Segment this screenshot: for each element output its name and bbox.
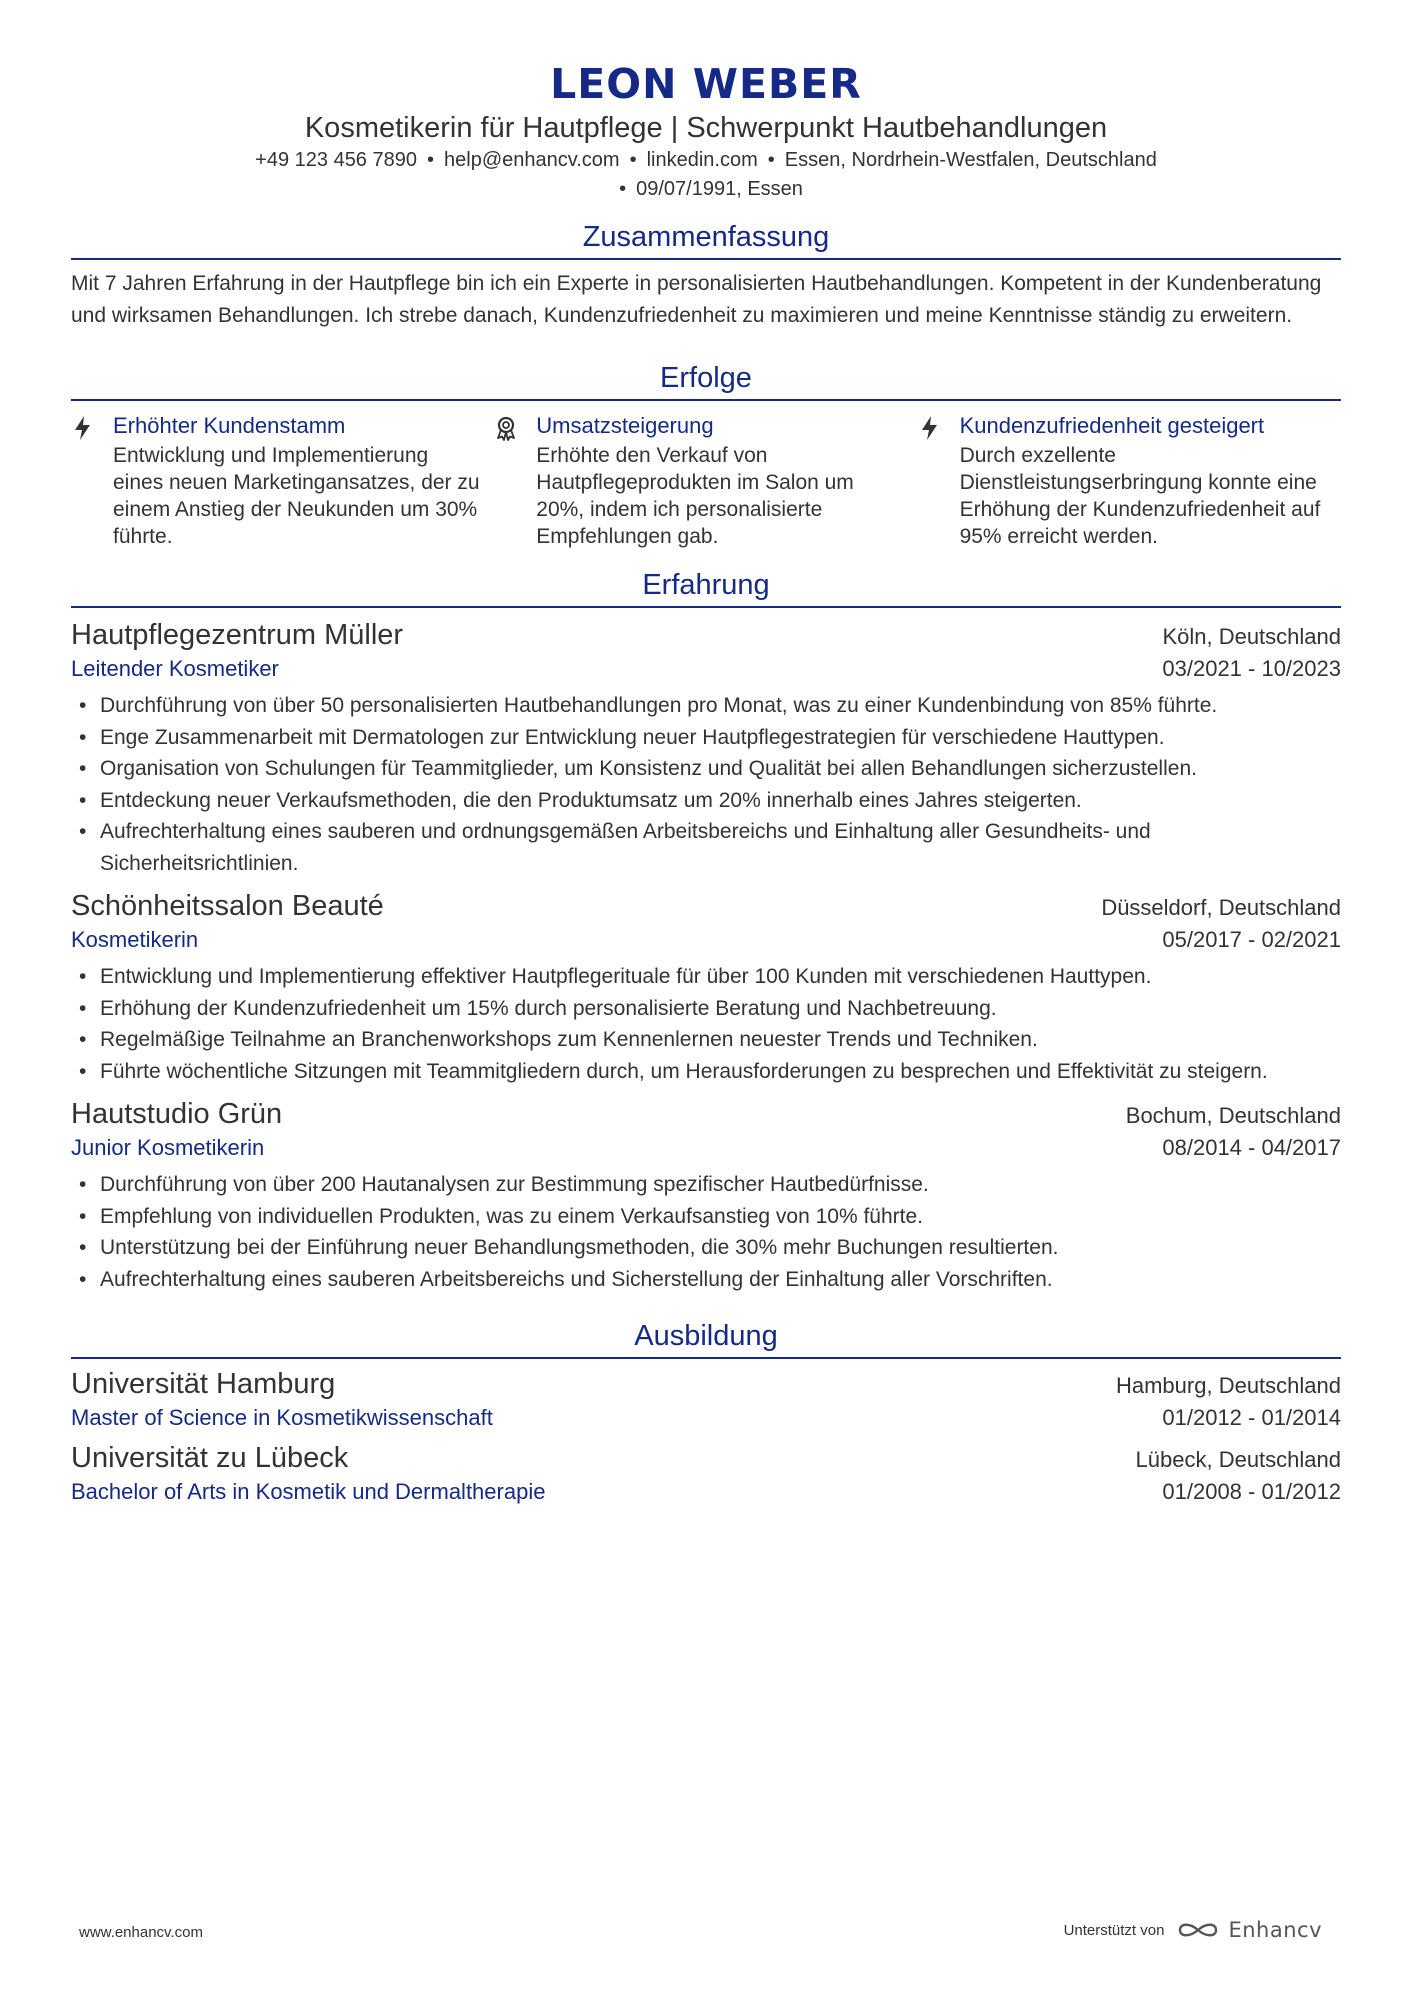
achievement-title: Umsatzsteigerung [536, 413, 714, 438]
job-role: Kosmetikerin [71, 927, 199, 952]
job-location: Köln, Deutschland [1162, 624, 1341, 649]
footer-brand[interactable]: Enhancv [1228, 1918, 1322, 1942]
experience-entry [71, 1095, 1341, 1295]
job-dates: 05/2017 - 02/2021 [1162, 927, 1341, 952]
bullet-item: • Empfehlung von individuellen Produkten, was zu einem Verkaufsanstieg von 10% führte. [71, 1201, 1341, 1233]
job-role: Leitender Kosmetiker [71, 656, 279, 681]
bullet-item: • Durchführung von über 50 personalisierten Hautbehandlungen pro Monat, was zu einer Kundenbindung von 85% führte. [71, 690, 1341, 722]
achievement-title: Kundenzufriedenheit gesteigert [959, 413, 1265, 438]
summary-text: Mit 7 Jahren Erfahrung in der Hautpflege bin ich ein Experte in personalisierten Hautbehandlungen. Kompetent in der Kundenberatung und wirksamen Behandlungen. Ich strebe danach, Kundenzufriedenheit zu maximieren und meine Kenntnisse ständig zu erweitern. [71, 272, 1322, 327]
degree: Bachelor of Arts in Kosmetik und Dermaltherapie [71, 1479, 546, 1504]
linkedin[interactable]: linkedin.com [646, 149, 758, 171]
section-title-experience: Erfahrung [71, 566, 1341, 608]
footer-powered-by [1064, 1918, 1322, 1942]
achievements-list [71, 411, 1341, 550]
job-location: Bochum, Deutschland [1125, 1103, 1341, 1128]
lightning-icon [918, 411, 960, 550]
bullet-item: • Erhöhung der Kundenzufriedenheit um 15% durch personalisierte Beratung und Nachbetreuung. [71, 993, 1341, 1025]
experience-entry [71, 616, 1341, 879]
job-dates: 08/2014 - 04/2017 [1162, 1135, 1341, 1160]
job-bullets [71, 961, 1341, 1087]
bullet-item: • Aufrechterhaltung eines sauberen Arbeitsbereichs und Sicherstellung der Einhaltung aller Vorschriften. [71, 1264, 1341, 1296]
job-bullets [71, 1169, 1341, 1295]
job-location: Düsseldorf, Deutschland [1101, 895, 1341, 920]
education-entry [71, 1439, 1341, 1507]
email[interactable]: help@enhancv.com [444, 149, 620, 171]
achievement-title: Erhöhter Kundenstamm [113, 413, 346, 438]
job-role: Junior Kosmetikerin [71, 1135, 265, 1160]
company-name: Hautstudio Grün [71, 1098, 283, 1130]
candidate-tagline: Kosmetikerin für Hautpflege | Schwerpunkt Hautbehandlungen [304, 112, 1108, 144]
bullet-item: • Aufrechterhaltung eines sauberen und ordnungsgemäßen Arbeitsbereichs und Einhaltung aller Gesundheits- und Sicherheitsrichtlinien. [71, 816, 1341, 879]
experience-entry [71, 887, 1341, 1087]
contact-line: +49 123 456 7890 • help@enhancv.com • linkedin.com • Essen, Nordrhein-Westfalen, Deutschland [255, 149, 1157, 171]
bullet-item: • Organisation von Schulungen für Teammitglieder, um Konsistenz und Qualität bei allen Behandlungen sicherzustellen. [71, 753, 1341, 785]
job-dates: 03/2021 - 10/2023 [1162, 656, 1341, 681]
candidate-name: LEON WEBER [550, 60, 862, 108]
achievement-item [494, 411, 917, 550]
section-title-education: Ausbildung [71, 1317, 1341, 1359]
company-name: Hautpflegezentrum Müller [71, 619, 404, 651]
award-icon [494, 411, 536, 550]
achievement-desc: Entwicklung und Implementierung eines neuen Marketingansatzes, der zu einem Anstieg der Neukunden um 30% führte. [113, 444, 480, 548]
company-name: Schönheitssalon Beauté [71, 890, 384, 922]
bullet-item: • Entdeckung neuer Verkaufsmethoden, die den Produktumsatz um 20% innerhalb eines Jahres steigerten. [71, 785, 1341, 817]
bullet-item: • Durchführung von über 200 Hautanalysen zur Bestimmung spezifischer Hautbedürfnisse. [71, 1169, 1341, 1201]
school-name: Universität zu Lübeck [71, 1442, 349, 1474]
achievement-item [918, 411, 1341, 550]
contact-line-2: • 09/07/1991, Essen [619, 178, 803, 200]
school-location: Lübeck, Deutschland [1135, 1447, 1341, 1472]
enhancv-logo-icon [1176, 1919, 1220, 1941]
achievement-item [71, 411, 494, 550]
birth-info: 09/07/1991, Essen [636, 178, 803, 200]
school-location: Hamburg, Deutschland [1115, 1373, 1341, 1398]
bullet-item: • Enge Zusammenarbeit mit Dermatologen zur Entwicklung neuer Hautpflegestrategien für verschiedene Hauttypen. [71, 722, 1341, 754]
resume-page [71, 60, 1341, 1507]
powered-by-label: Unterstützt von [1063, 1921, 1165, 1939]
phone: +49 123 456 7890 [255, 149, 417, 171]
footer-website[interactable]: www.enhancv.com [79, 1924, 203, 1941]
education-dates: 01/2008 - 01/2012 [1162, 1479, 1341, 1504]
bullet-item: • Führte wöchentliche Sitzungen mit Teammitgliedern durch, um Herausforderungen zu besprechen und Effektivität zu steigern. [71, 1056, 1341, 1088]
achievement-desc: Erhöhte den Verkauf von Hautpflegeprodukten im Salon um 20%, indem ich personalisierte Empfehlungen gab. [536, 444, 854, 548]
lightning-icon [71, 411, 113, 550]
bullet-item: • Entwicklung und Implementierung effektiver Hautpflegerituale für über 100 Kunden mit verschiedenen Hauttypen. [71, 961, 1341, 993]
education-dates: 01/2012 - 01/2014 [1162, 1405, 1341, 1430]
location: Essen, Nordrhein-Westfalen, Deutschland [784, 149, 1157, 171]
section-title-achievements: Erfolge [71, 359, 1341, 401]
job-bullets [71, 690, 1341, 879]
school-name: Universität Hamburg [71, 1368, 336, 1400]
education-entry [71, 1365, 1341, 1433]
achievement-desc: Durch exzellente Dienstleistungserbringung konnte eine Erhöhung der Kundenzufriedenheit auf 95% erreicht werden. [959, 444, 1321, 548]
bullet-item: • Regelmäßige Teilnahme an Branchenworkshops zum Kennenlernen neuester Trends und Techniken. [71, 1024, 1341, 1056]
bullet-item: • Unterstützung bei der Einführung neuer Behandlungsmethoden, die 30% mehr Buchungen resultierten. [71, 1232, 1341, 1264]
section-title-summary: Zusammenfassung [71, 218, 1341, 260]
degree: Master of Science in Kosmetikwissenschaft [71, 1405, 493, 1430]
